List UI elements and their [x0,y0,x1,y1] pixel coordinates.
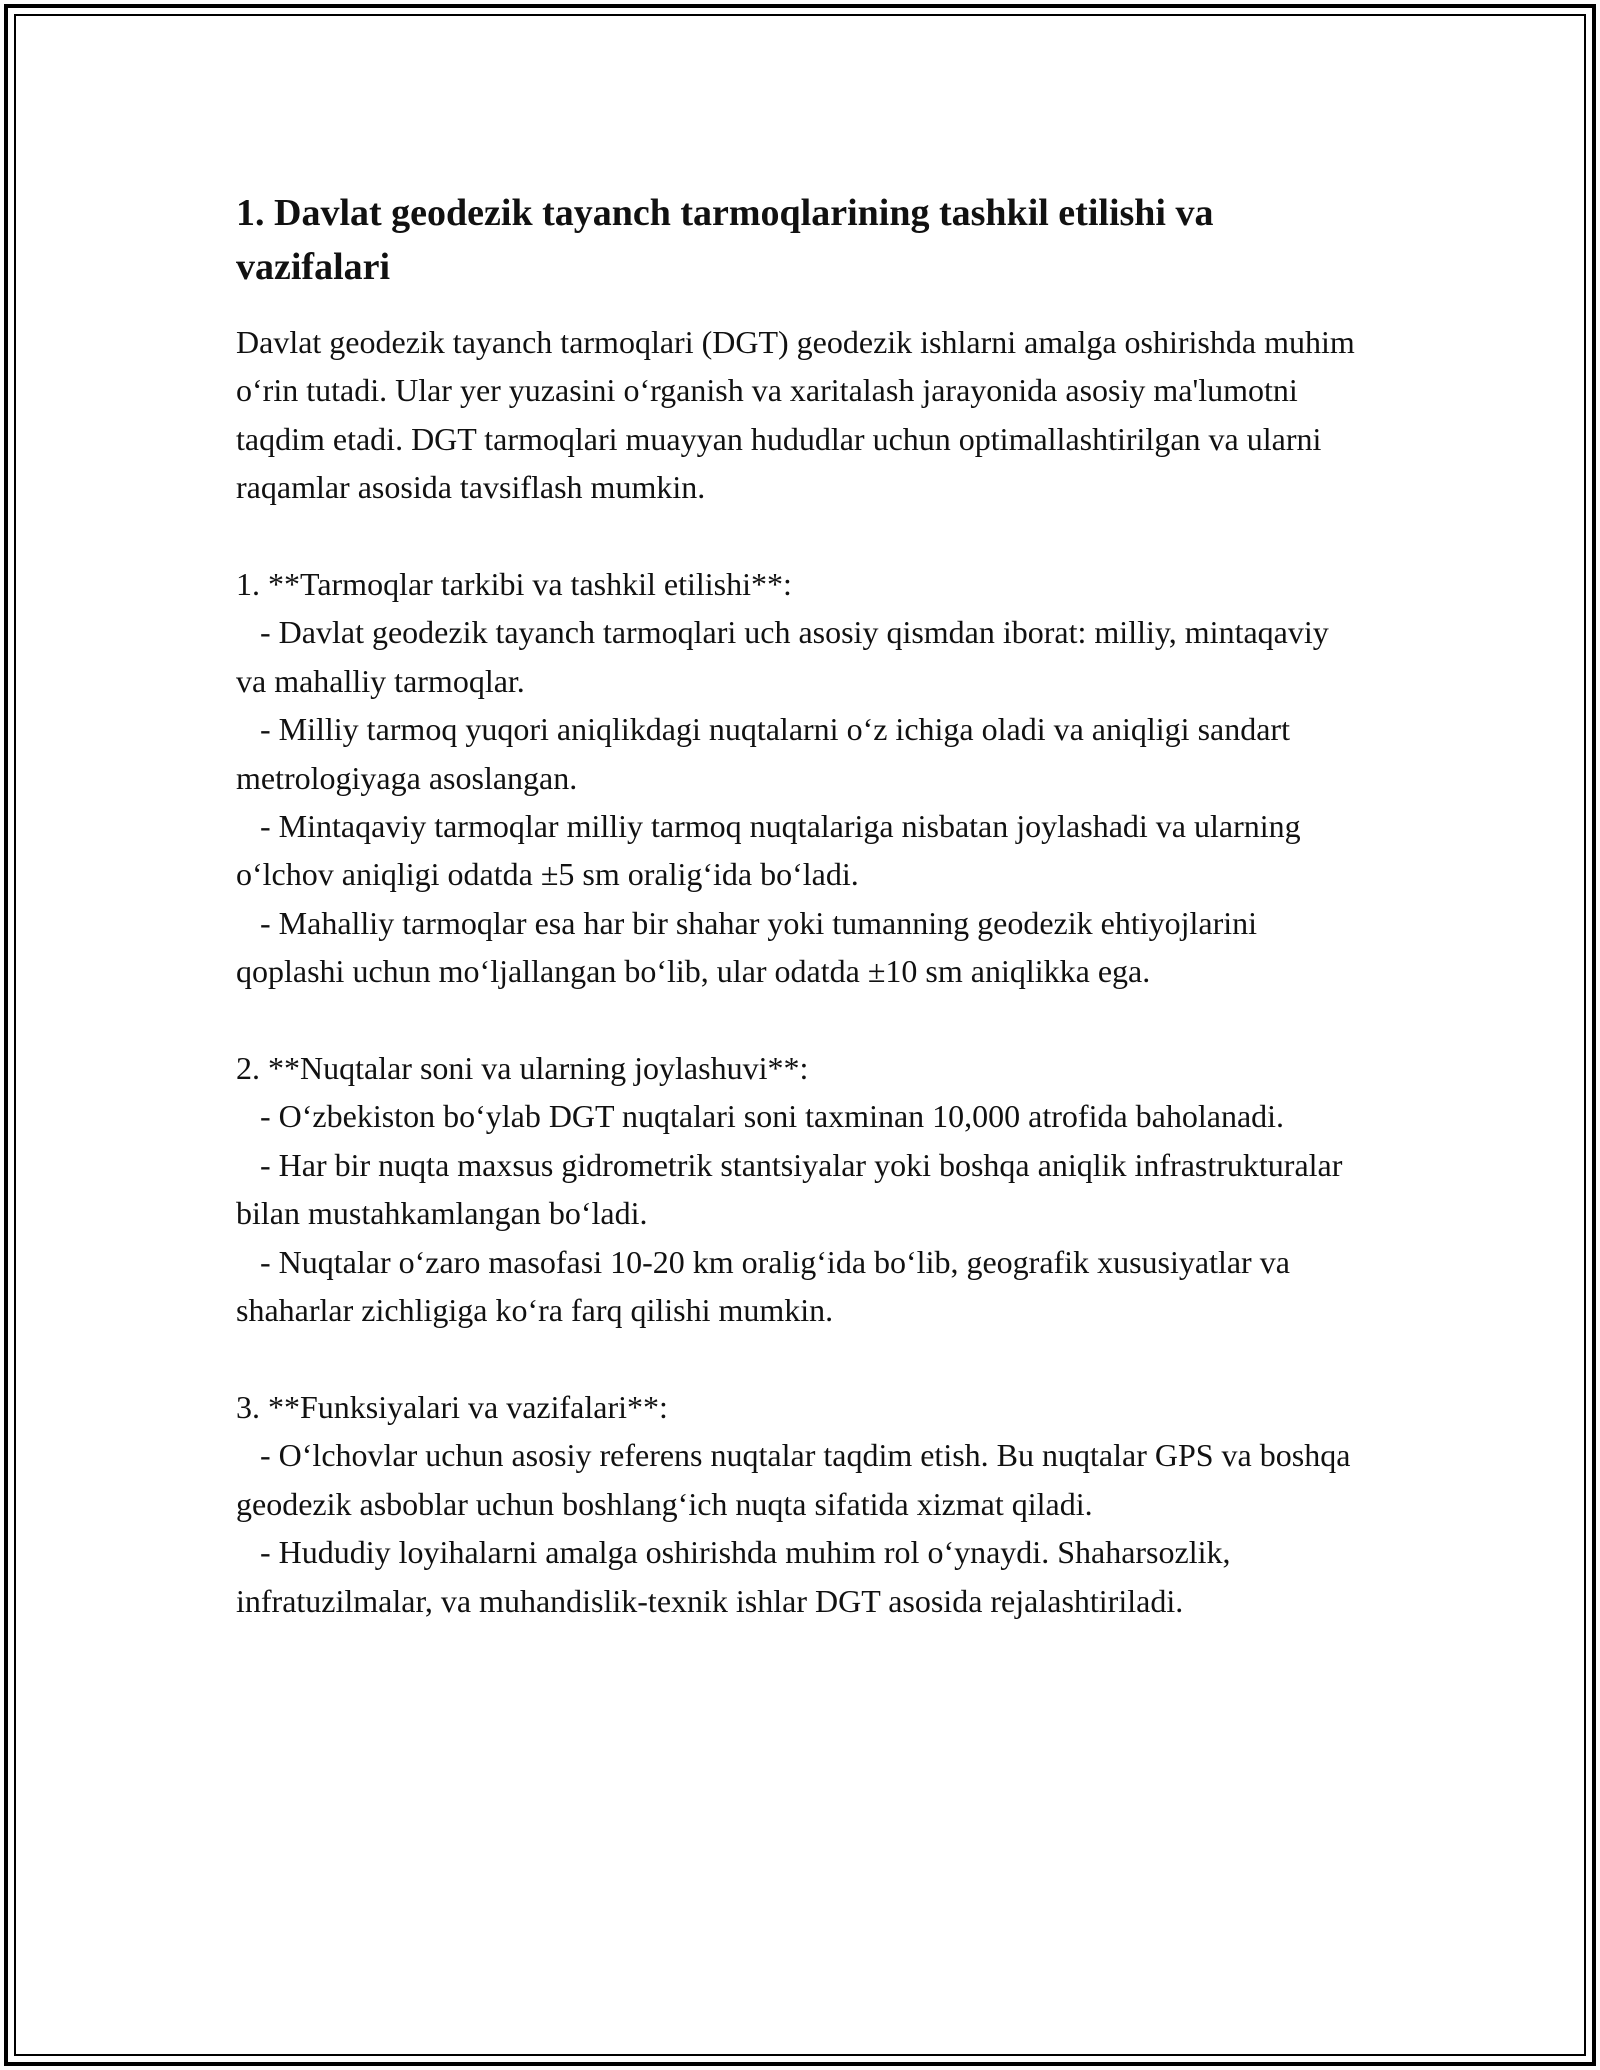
section-3-item [236,1431,1366,1528]
document-body [236,318,1366,1625]
spacer [236,1335,1366,1383]
section-heading-2: 2. **Nuqtalar soni va ularning joylashuvi**: [236,1050,809,1087]
list-item-text: - O‘lchovlar uchun asosiy referens nuqtalar taqdim etish. Bu nuqtalar GPS va boshqa geodezik asboblar uchun boshlang‘ich nuqta sifatida xizmat qiladi. [236,1437,1359,1522]
document-title: 1. Davlat geodezik tayanch tarmoqlarining tashkil etilishi va vazifalari [236,192,1214,288]
document-content [236,186,1366,1625]
section-1-item [236,802,1366,899]
list-item-text: - Har bir nuqta maxsus gidrometrik stantsiyalar yoki boshqa aniqlik infrastrukturalar bilan mustahkamlangan bo‘ladi. [236,1146,1351,1232]
section-heading-3: 3. **Funksiyalari va vazifalari**: [236,1388,668,1425]
section-heading-1: 1. **Tarmoqlar tarkibi va tashkil etilishi**: [236,566,792,603]
section-2-item [236,1141,1366,1238]
spacer [236,996,1366,1044]
intro-paragraph: Davlat geodezik tayanch tarmoqlari (DGT) geodezik ishlarni amalga oshirishda muhim o‘rin tutadi. Ular yer yuzasini o‘rganish va xaritalash jarayonida asosiy ma'lumotni taqdim etadi. DGT tarmoqlari muayyan hududlar uchun optimallashtirilgan va ularni raqamlar asosida tavsiflash mumkin. [236,324,1363,506]
section-1-item [236,899,1366,996]
list-item-text: - Mintaqaviy tarmoqlar milliy tarmoq nuqtalariga nisbatan joylashadi va ularning o‘lchov aniqligi odatda ±5 sm oralig‘ida bo‘ladi. [236,808,1309,893]
section-1-item [236,608,1366,705]
list-item-text: - Mahalliy tarmoqlar esa har bir shahar yoki tumanning geodezik ehtiyojlarini qoplashi uchun mo‘ljallangan bo‘lib, ular odatda ±10 sm aniqlikka ega. [236,904,1266,990]
section-2-item [236,1092,1366,1140]
list-item-text: - Hududiy loyihalarni amalga oshirishda muhim rol o‘ynaydi. Shaharsozlik, infratuzilmalar, va muhandislik-texnik ishlar DGT asosida rejalashtiriladi. [236,1534,1239,1619]
section-1-item [236,705,1366,802]
list-item-text: - Davlat geodezik tayanch tarmoqlari uch asosiy qismdan iborat: milliy, mintaqaviy va mahalliy tarmoqlar. [236,614,1337,699]
section-3-item [236,1528,1366,1625]
list-item-text: - O‘zbekiston bo‘ylab DGT nuqtalari soni taxminan 10,000 atrofida baholanadi. [260,1098,1285,1135]
list-item-text: - Nuqtalar o‘zaro masofasi 10-20 km oralig‘ida bo‘lib, geografik xususiyatlar va shaharlar zichligiga ko‘ra farq qilishi mumkin. [236,1243,1298,1329]
list-item-text: - Milliy tarmoq yuqori aniqlikdagi nuqtalarni o‘z ichiga oladi va aniqligi sandart metrologiyaga asoslangan. [236,711,1298,796]
spacer [236,512,1366,560]
section-2-item [236,1238,1366,1335]
